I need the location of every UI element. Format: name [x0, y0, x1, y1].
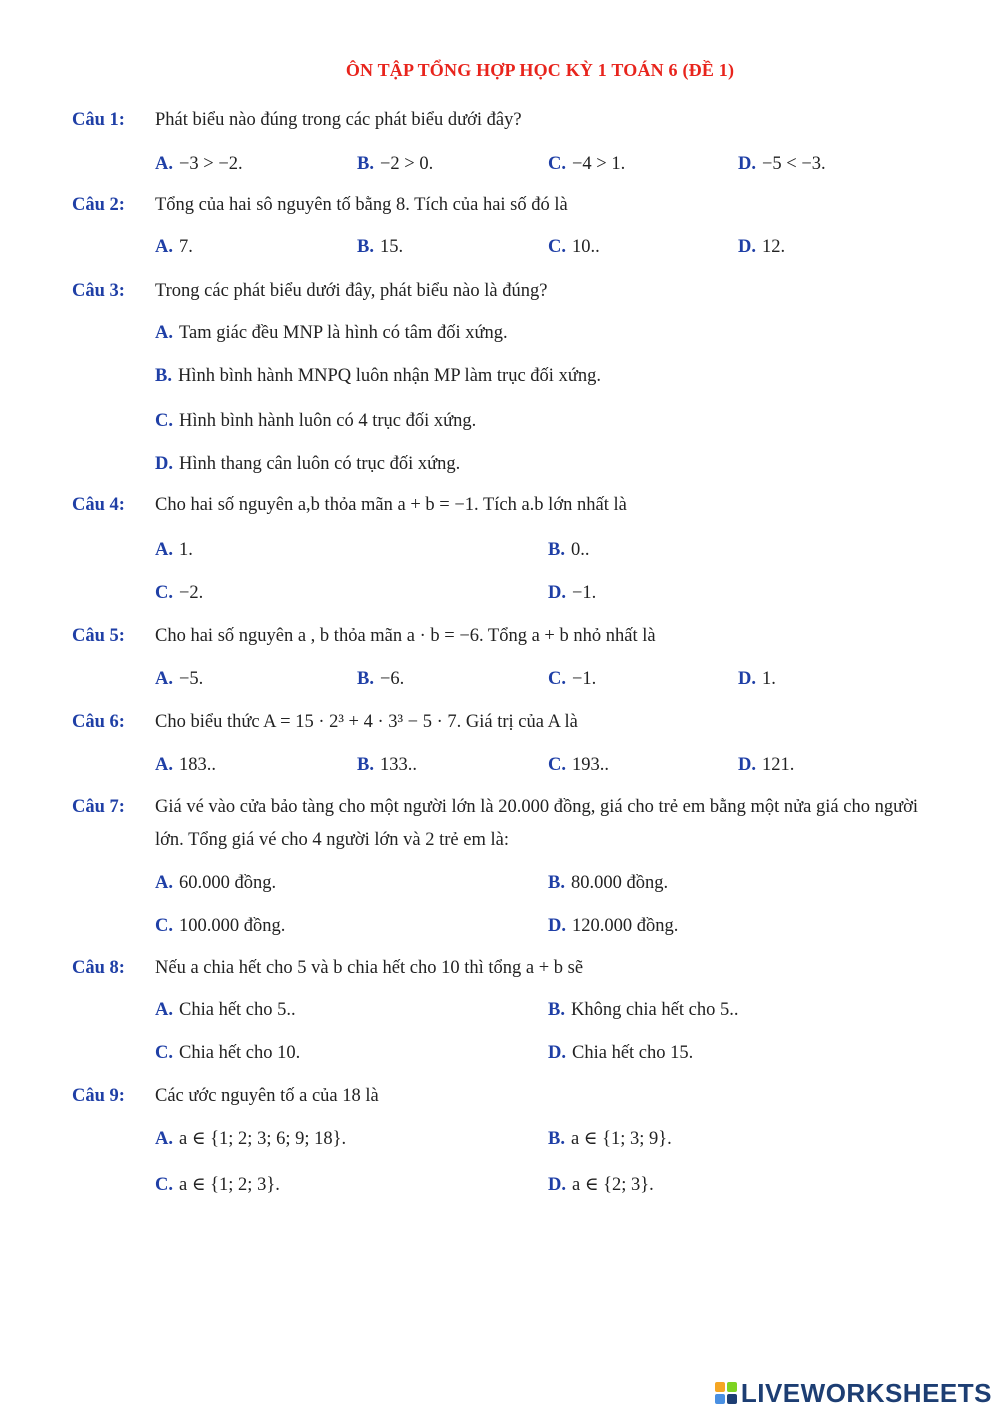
- option-b[interactable]: B. Không chia hết cho 5..: [548, 1000, 739, 1020]
- option-c[interactable]: C. 10..: [548, 237, 600, 257]
- options-row: [155, 232, 955, 262]
- option-b[interactable]: B. Hình bình hành MNPQ luôn nhận MP làm trục đối xứng.: [155, 366, 601, 386]
- option-d[interactable]: D. 121.: [738, 755, 795, 775]
- liveworksheets-logo: [715, 1379, 992, 1407]
- options-row: [155, 1170, 955, 1200]
- option-a[interactable]: A. Chia hết cho 5..: [155, 1000, 296, 1020]
- options-row: [155, 449, 955, 479]
- option-a[interactable]: A. −3 > −2.: [155, 154, 243, 174]
- question-2: [72, 189, 952, 222]
- option-b[interactable]: B. a ∈ {1; 3; 9}.: [548, 1129, 672, 1149]
- logo-text: LIVEWORKSHEETS: [740, 1377, 992, 1408]
- options-row: [155, 995, 955, 1025]
- option-a[interactable]: A. Tam giác đều MNP là hình có tâm đối xứng.: [155, 323, 508, 343]
- question-text: Cho hai số nguyên a,b thỏa mãn a + b = −1. Tích a.b lớn nhất là: [155, 495, 627, 515]
- option-d[interactable]: D. Chia hết cho 15.: [548, 1043, 694, 1063]
- option-b[interactable]: B. 15.: [357, 237, 404, 257]
- logo-square: [727, 1382, 737, 1392]
- option-b[interactable]: B. 133..: [357, 755, 417, 775]
- option-c[interactable]: C. Hình bình hành luôn có 4 trục đối xứng.: [155, 411, 477, 431]
- option-d[interactable]: D. 12.: [738, 237, 786, 257]
- option-d[interactable]: D. 1.: [738, 669, 776, 689]
- options-row: [155, 750, 955, 780]
- option-c[interactable]: C. Chia hết cho 10.: [155, 1043, 301, 1063]
- question-text: Các ước nguyên tố a của 18 là: [155, 1086, 379, 1106]
- logo-square: [715, 1394, 725, 1404]
- question-5: [72, 620, 952, 653]
- question-label: Câu 7:: [72, 797, 125, 817]
- option-b[interactable]: B. 80.000 đồng.: [548, 873, 669, 893]
- option-a[interactable]: A. −5.: [155, 669, 204, 689]
- option-c[interactable]: C. 193..: [548, 755, 609, 775]
- question-text: Giá vé vào cửa bảo tàng cho một người lớn là 20.000 đồng, giá cho trẻ em bằng một nửa giá cho người lớn. Tổng giá vé cho 4 người lớn và 2 trẻ em là:: [155, 797, 919, 850]
- option-a[interactable]: A. 183..: [155, 755, 216, 775]
- option-d[interactable]: D. 120.000 đồng.: [548, 916, 679, 936]
- question-6: [72, 706, 952, 739]
- option-b[interactable]: B. −2 > 0.: [357, 154, 434, 174]
- options-row: [155, 535, 955, 565]
- option-c[interactable]: C. a ∈ {1; 2; 3}.: [155, 1175, 280, 1195]
- question-text: Tổng của hai sô nguyên tố bằng 8. Tích của hai số đó là: [155, 195, 568, 215]
- question-1: [72, 104, 952, 137]
- question-4: [72, 489, 952, 522]
- option-b[interactable]: B. −6.: [357, 669, 405, 689]
- option-a[interactable]: A. 7.: [155, 237, 193, 257]
- question-3: [72, 275, 952, 308]
- options-row: [155, 1038, 955, 1068]
- option-c[interactable]: C. −4 > 1.: [548, 154, 626, 174]
- question-label: Câu 9:: [72, 1086, 125, 1106]
- option-a[interactable]: A. 60.000 đồng.: [155, 873, 277, 893]
- options-row: [155, 578, 955, 608]
- option-c[interactable]: C. −1.: [548, 669, 597, 689]
- option-d[interactable]: D. −1.: [548, 583, 597, 603]
- question-8: [72, 952, 952, 985]
- option-c[interactable]: C. −2.: [155, 583, 204, 603]
- option-a[interactable]: A. 1.: [155, 540, 193, 560]
- logo-square: [727, 1394, 737, 1404]
- question-text: Trong các phát biểu dưới đây, phát biểu nào là đúng?: [155, 281, 548, 301]
- options-row: [155, 149, 955, 179]
- question-label: Câu 4:: [72, 495, 125, 515]
- options-row: [155, 868, 955, 898]
- option-d[interactable]: D. −5 < −3.: [738, 154, 826, 174]
- option-a[interactable]: A. a ∈ {1; 2; 3; 6; 9; 18}.: [155, 1129, 347, 1149]
- options-row: [155, 911, 955, 941]
- question-label: Câu 5:: [72, 626, 125, 646]
- options-row: [155, 361, 955, 391]
- question-label: Câu 2:: [72, 195, 125, 215]
- option-b[interactable]: B. 0..: [548, 540, 590, 560]
- logo-icon: [715, 1382, 737, 1404]
- option-c[interactable]: C. 100.000 đồng.: [155, 916, 286, 936]
- options-row: [155, 664, 955, 694]
- question-9: [72, 1080, 952, 1113]
- options-row: [155, 1124, 955, 1154]
- question-text: Cho biểu thức A = 15 · 2³ + 4 · 3³ − 5 · 7. Giá trị của A là: [155, 712, 578, 732]
- options-row: [155, 406, 955, 436]
- options-row: [155, 318, 955, 348]
- question-label: Câu 6:: [72, 712, 125, 732]
- question-label: Câu 1:: [72, 110, 125, 130]
- question-7: [72, 791, 952, 857]
- question-label: Câu 8:: [72, 958, 125, 978]
- question-text: Nếu a chia hết cho 5 và b chia hết cho 10 thì tổng a + b sẽ: [155, 958, 584, 978]
- option-d[interactable]: D. a ∈ {2; 3}.: [548, 1175, 654, 1195]
- question-text: Cho hai số nguyên a , b thỏa mãn a · b = −6. Tổng a + b nhỏ nhất là: [155, 626, 656, 646]
- question-text: Phát biểu nào đúng trong các phát biểu dưới đây?: [155, 110, 522, 130]
- page-title: ÔN TẬP TỔNG HỢP HỌC KỲ 1 TOÁN 6 (ĐỀ 1): [345, 60, 735, 80]
- logo-square: [715, 1382, 725, 1392]
- question-label: Câu 3:: [72, 281, 125, 301]
- option-d[interactable]: D. Hình thang cân luôn có trục đối xứng.: [155, 454, 461, 474]
